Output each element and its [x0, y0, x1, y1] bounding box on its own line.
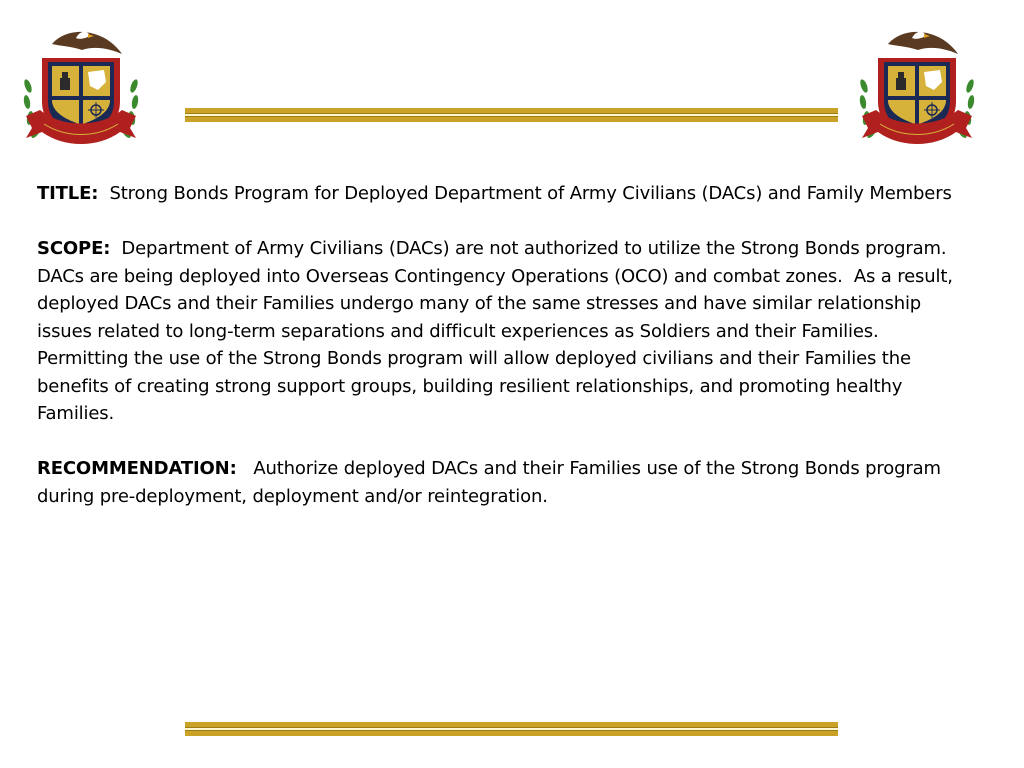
recommendation-label: RECOMMENDATION: — [37, 458, 237, 479]
top-divider — [185, 108, 838, 122]
title-label: TITLE: — [37, 183, 99, 204]
crest-icon — [22, 24, 140, 150]
title-text: Strong Bonds Program for Deployed Department of Army Civilians (DACs) and Family Members — [109, 183, 952, 204]
scope-paragraph — [37, 235, 972, 428]
bottom-divider — [185, 722, 838, 736]
scope-text: Department of Army Civilians (DACs) are not authorized to utilize the Strong Bonds program. DACs are being deployed into Overseas Contingency Operations (OCO) and combat zones. As a result, deployed DACs and their Families undergo many of the same stresses and have similar relationship issues related to long-term separations and difficult experiences as Soldiers and their Families. Permitting the use of the Strong Bonds program will allow deployed civilians and their Families the benefits of creating strong support groups, building resilient relationships, and promoting healthy Families. — [37, 238, 959, 424]
title-paragraph — [37, 180, 972, 208]
recommendation-paragraph — [37, 455, 972, 510]
slide-body — [37, 180, 972, 538]
scope-label: SCOPE: — [37, 238, 111, 259]
recommendation-text: Authorize deployed DACs and their Families use of the Strong Bonds program during pre-deployment, deployment and/or reintegration. — [37, 458, 941, 507]
crest-icon — [858, 24, 976, 150]
